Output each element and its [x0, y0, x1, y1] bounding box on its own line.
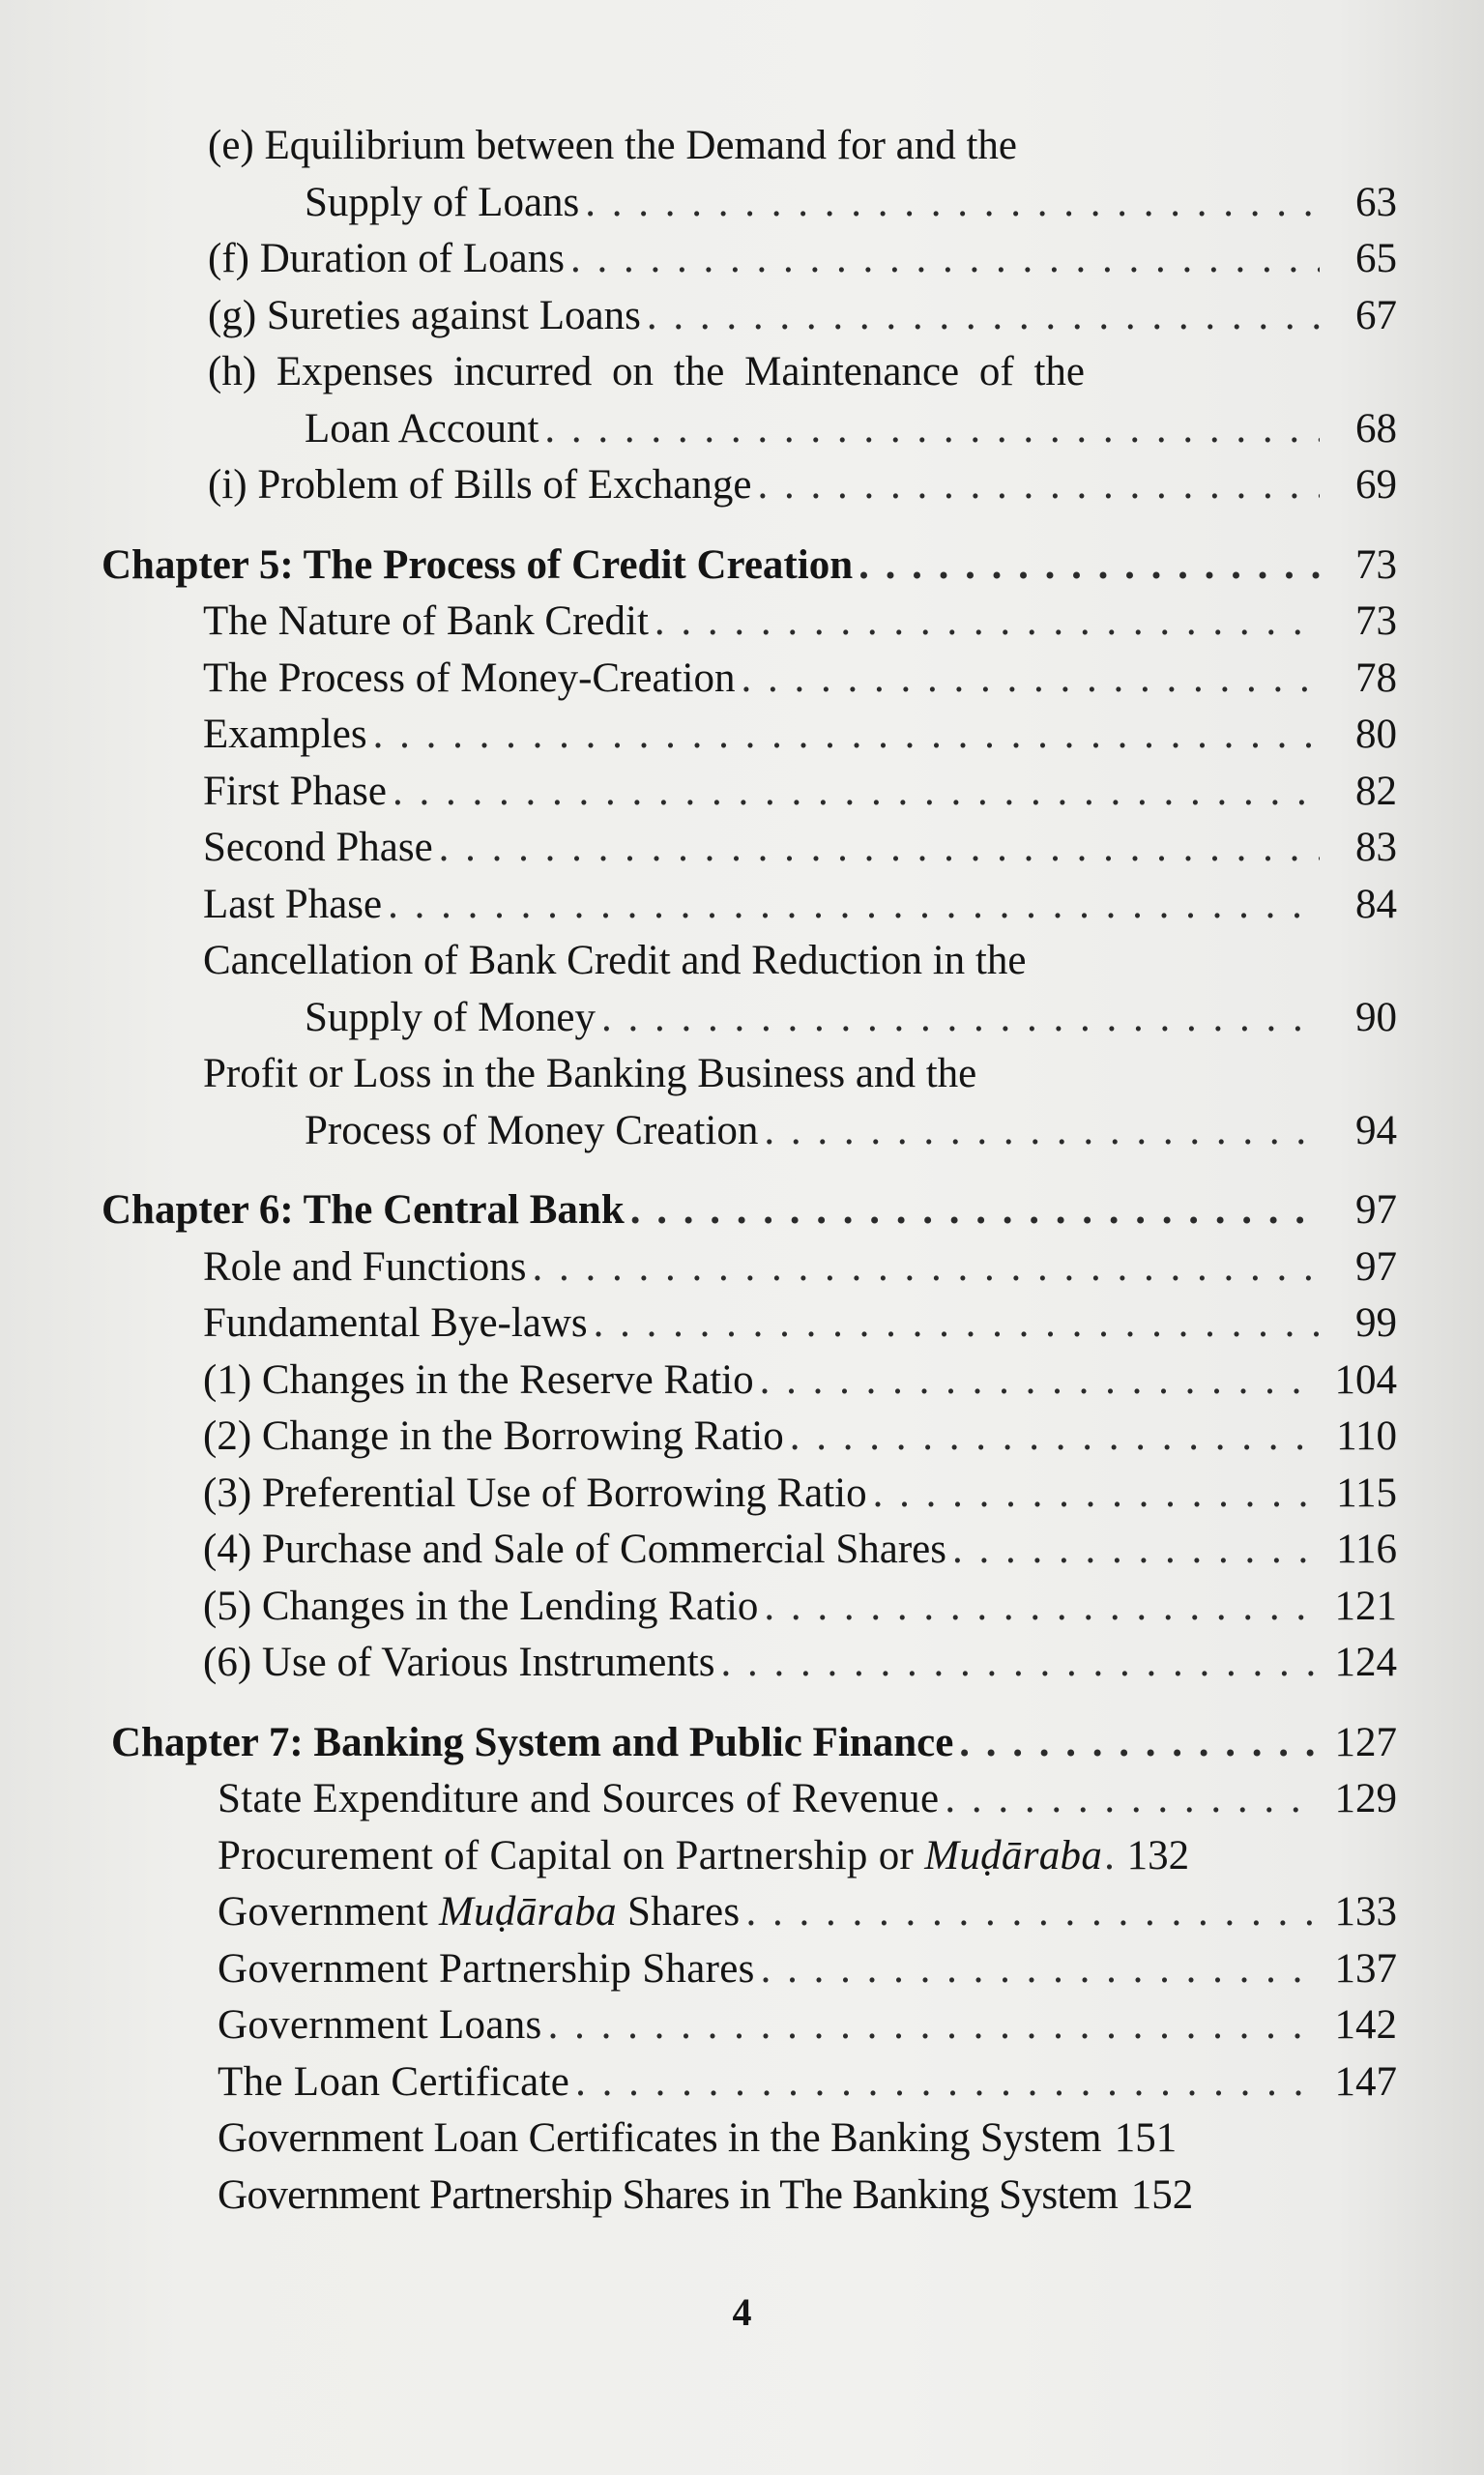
dot-leader: [760, 1353, 1320, 1410]
toc-entry-label: (g) Sureties against Loans: [208, 292, 641, 338]
chapter-title: Chapter 6: The Central Bank: [102, 1187, 625, 1233]
toc-page-number: 78: [1355, 655, 1397, 701]
toc-entry-label: [218, 1828, 1102, 1885]
dot-leader: [858, 538, 1320, 595]
toc-entry-cont: [102, 990, 1397, 1047]
toc-entry-label: Role and Functions: [203, 1243, 527, 1290]
toc-entry-label: Second Phase: [203, 825, 433, 870]
dot-leader: [548, 1997, 1320, 2054]
toc-entry-label: The Nature of Bank Credit: [203, 598, 649, 644]
toc-page-number: 82: [1355, 768, 1397, 814]
toc-entry-label: Government Partnership Shares: [218, 1945, 755, 1992]
toc-entry-label: Government Partnership Shares in The Banking System: [218, 2171, 1119, 2218]
dot-leader: [585, 175, 1320, 232]
toc-entry: [102, 1466, 1397, 1523]
toc-entry: [102, 1997, 1397, 2054]
toc-page-number: 97: [1355, 1187, 1397, 1233]
toc-page-number: 132: [1126, 1832, 1190, 1878]
toc-page-number: 69: [1355, 462, 1397, 508]
toc-page-number: 99: [1355, 1300, 1397, 1346]
toc-entry-label: (e) Equilibrium between the Demand for and the: [208, 123, 1018, 168]
toc-page-number: 121: [1334, 1583, 1397, 1629]
toc-page-number: 67: [1355, 292, 1397, 338]
toc-entry-label: Government Loans: [218, 2002, 542, 2048]
dot-leader: [720, 1635, 1320, 1692]
toc-entry: [102, 877, 1397, 934]
chapter-4-continuation: [102, 118, 1397, 514]
chapter-heading: [102, 1715, 1397, 1772]
toc-entry-i: [102, 457, 1397, 514]
toc-page-number: 116: [1336, 1527, 1397, 1572]
toc-entry-label: (5) Changes in the Lending Ratio: [203, 1583, 759, 1629]
toc-entry-label-text: Shares: [627, 1889, 741, 1935]
dot-leader: [945, 1771, 1320, 1828]
dot-leader: [373, 707, 1320, 764]
toc-entry-label: [218, 1884, 740, 1941]
toc-entry: [102, 594, 1397, 651]
toc-page-number: 147: [1334, 2058, 1397, 2105]
toc-entry: [102, 1046, 1397, 1103]
toc-entry-label: Last Phase: [203, 881, 383, 927]
toc-entry-e: [102, 118, 1397, 175]
toc-page-number: 94: [1355, 1107, 1397, 1153]
dot-leader: [873, 1466, 1320, 1523]
toc-entry-label: (f) Duration of Loans: [208, 236, 565, 281]
dot-leader: [757, 457, 1320, 514]
toc-entry: [102, 2168, 1397, 2225]
toc-page-number: 65: [1355, 236, 1397, 281]
toc-entry-f: [102, 231, 1397, 288]
dot-leader: [764, 1579, 1320, 1636]
toc-page-number: 73: [1355, 541, 1397, 588]
dot-leader: [439, 820, 1320, 877]
toc-entry-label: (4) Purchase and Sale of Commercial Shares: [203, 1527, 946, 1572]
toc-entry: [102, 2054, 1397, 2111]
toc-entry: [102, 1353, 1397, 1410]
toc-page-number: 127: [1334, 1719, 1397, 1765]
toc-entry-label: Fundamental Bye-laws: [203, 1300, 588, 1346]
toc-entry-label: (h) Expenses incurred on the Maintenance of the: [208, 349, 1085, 394]
toc-page-number: 80: [1355, 712, 1397, 757]
toc-entry: [102, 820, 1397, 877]
toc-entry-label: First Phase: [203, 768, 387, 814]
chapter-heading: [102, 1182, 1397, 1239]
dot-leader: [1104, 1828, 1118, 1885]
toc-page-number: 115: [1336, 1470, 1397, 1516]
toc-entry-label: Supply of Loans: [305, 179, 580, 225]
toc-entry-label: Profit or Loss in the Banking Business and the: [203, 1051, 977, 1096]
dot-leader: [570, 231, 1320, 288]
dot-leader: [745, 1884, 1320, 1941]
dot-leader: [594, 1296, 1320, 1353]
chapter-title: Chapter 7: Banking System and Public Finance: [111, 1719, 954, 1765]
toc-entry-label-text: Procurement of Capital on Partnership or: [218, 1832, 915, 1878]
toc-entry-label: The Process of Money-Creation: [203, 655, 736, 701]
toc-entry: [102, 1635, 1397, 1692]
toc-page-number: 84: [1355, 881, 1397, 927]
dot-leader: [959, 1715, 1320, 1772]
toc-entry: [102, 1941, 1397, 1998]
toc-page-number: 68: [1355, 405, 1397, 451]
toc-page-number: 97: [1355, 1243, 1397, 1290]
chapter-title: Chapter 5: The Process of Credit Creation: [102, 541, 854, 588]
toc-entry-label: Examples: [203, 712, 367, 757]
toc-page-number: 110: [1336, 1413, 1397, 1459]
toc-entry-label-text: Government: [218, 1889, 428, 1935]
chapter-7: [102, 1715, 1397, 2225]
chapter-heading: [102, 538, 1397, 595]
dot-leader: [630, 1182, 1320, 1239]
dot-leader: [790, 1409, 1320, 1466]
dot-leader: [544, 401, 1320, 458]
toc-entry-label: (1) Changes in the Reserve Ratio: [203, 1356, 754, 1403]
toc-entry: [102, 1828, 1397, 1885]
toc-page-number: 137: [1334, 1945, 1397, 1992]
toc-entry-label: State Expenditure and Sources of Revenue: [218, 1776, 940, 1821]
dot-leader: [532, 1239, 1320, 1296]
toc-entry: [102, 1409, 1397, 1466]
toc-entry-italic: Muḍāraba: [924, 1832, 1103, 1878]
toc-entry-label: (2) Change in the Borrowing Ratio: [203, 1413, 784, 1459]
toc-entry-label: The Loan Certificate: [218, 2058, 570, 2105]
table-of-contents: [102, 118, 1397, 2224]
toc-page-number: 73: [1355, 598, 1397, 644]
toc-entry-h-cont: [102, 401, 1397, 458]
toc-page-number: 151: [1114, 2115, 1178, 2161]
page-number: 4: [732, 2290, 752, 2334]
toc-entry: [102, 933, 1397, 990]
toc-page-number: 83: [1355, 825, 1397, 870]
toc-page-number: 63: [1355, 179, 1397, 225]
toc-entry-label: Cancellation of Bank Credit and Reduction in the: [203, 938, 1027, 983]
dot-leader: [764, 1103, 1320, 1160]
dot-leader: [575, 2054, 1320, 2111]
toc-page-number: 124: [1334, 1640, 1397, 1685]
chapter-5: [102, 538, 1397, 1160]
dot-leader: [761, 1941, 1320, 1998]
toc-entry: [102, 1239, 1397, 1296]
toc-entry-label: Process of Money Creation: [305, 1107, 759, 1153]
toc-page-number: 142: [1334, 2002, 1397, 2048]
toc-entry: [102, 1522, 1397, 1579]
toc-entry: [102, 2111, 1397, 2168]
dot-leader: [742, 651, 1321, 708]
toc-entry: [102, 707, 1397, 764]
toc-entry: [102, 1296, 1397, 1353]
toc-entry-label: Loan Account: [305, 405, 539, 451]
toc-entry-label: (3) Preferential Use of Borrowing Ratio: [203, 1470, 867, 1516]
toc-entry-label: Supply of Money: [305, 994, 596, 1040]
dot-leader: [388, 877, 1320, 934]
dot-leader: [601, 990, 1320, 1047]
toc-entry: [102, 1884, 1397, 1941]
toc-entry-italic: Muḍāraba: [439, 1889, 617, 1935]
toc-page-number: 104: [1334, 1356, 1397, 1403]
toc-page-number: 133: [1334, 1889, 1397, 1935]
toc-entry-label: Government Loan Certificates in the Banking System: [218, 2115, 1102, 2161]
toc-page-number: 129: [1334, 1776, 1397, 1821]
dot-leader: [647, 288, 1320, 345]
toc-entry-g: [102, 288, 1397, 345]
dot-leader: [952, 1522, 1320, 1579]
toc-entry-label: (i) Problem of Bills of Exchange: [208, 462, 752, 508]
toc-entry-label: (6) Use of Various Instruments: [203, 1640, 715, 1685]
toc-page-number: 152: [1130, 2171, 1194, 2218]
toc-entry-cont: [102, 1103, 1397, 1160]
toc-entry-h: [102, 344, 1397, 401]
chapter-6: [102, 1182, 1397, 1692]
toc-entry: [102, 764, 1397, 821]
toc-entry: [102, 651, 1397, 708]
toc-entry-e-cont: [102, 175, 1397, 232]
toc-entry: [102, 1771, 1397, 1828]
dot-leader: [393, 764, 1320, 821]
toc-page-number: 90: [1355, 994, 1397, 1040]
dot-leader: [655, 594, 1320, 651]
toc-entry: [102, 1579, 1397, 1636]
